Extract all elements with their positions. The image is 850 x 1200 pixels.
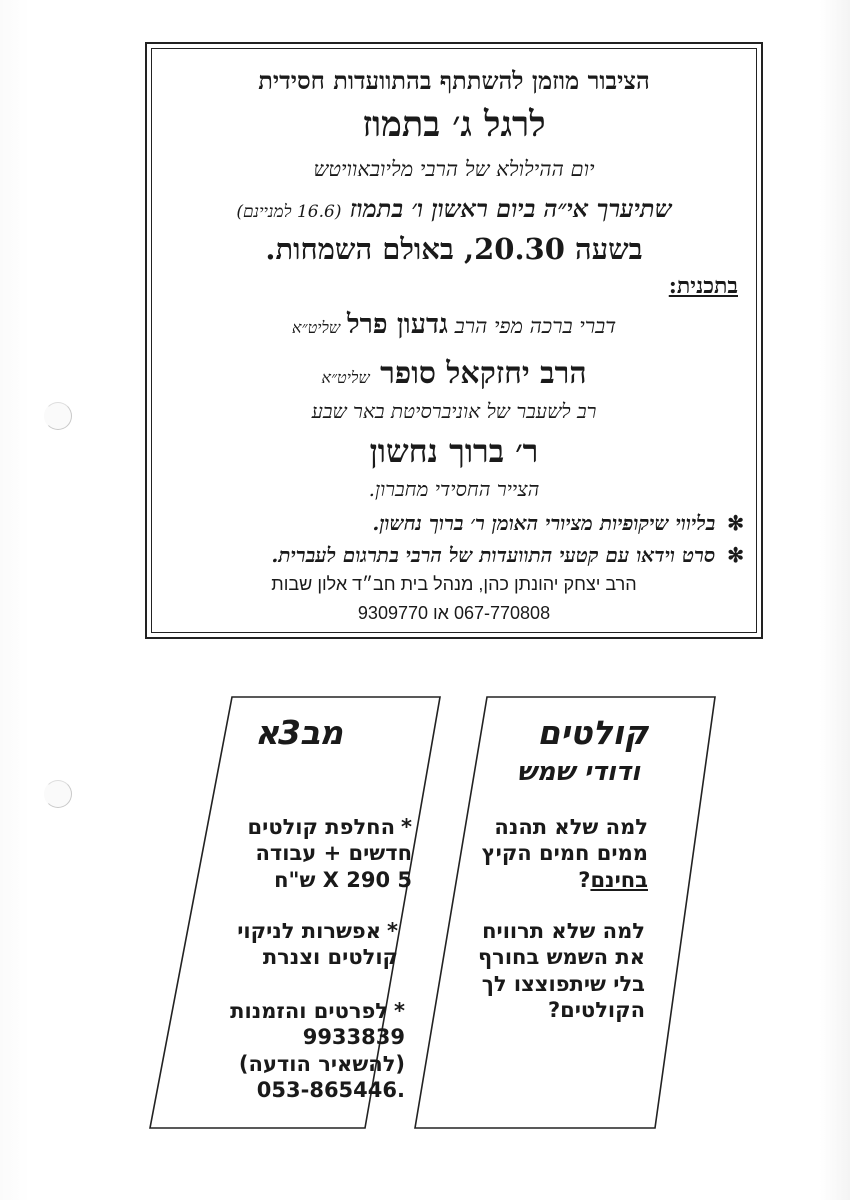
artist-description: הצייר החסידי מחברון. xyxy=(368,477,540,501)
ad-right-title: קולטים xyxy=(537,713,648,752)
ad-left-item-contact xyxy=(160,998,405,1103)
blessing-prefix: דברי ברכה מפי הרב xyxy=(454,314,617,338)
blessing-suffix: שליט״א xyxy=(291,318,341,337)
contact-line: הרב יצחק יהונתן כהן, מנהל בית חב״ד אלון שבות xyxy=(271,574,637,594)
ad-left-line: (להשאיר הודעה) xyxy=(238,1051,405,1076)
ad-left-line: 5 X 290 ש"ח xyxy=(274,867,412,892)
ad-left-line-text: החלפת קולטים xyxy=(247,815,396,839)
artist-name: ר׳ ברוך נחשון xyxy=(369,432,539,470)
bullet-text: בליווי שיקופיות מציורי האומן ר׳ ברוך נחשון. xyxy=(372,511,716,535)
ad-right-line xyxy=(450,867,648,893)
rabbi-name: הרב יחזקאל סופר xyxy=(380,356,587,391)
ad-left-phone: 9933839 xyxy=(302,1025,405,1050)
ad-right-line: למה שלא תהנה xyxy=(494,815,648,839)
ad-right-line: בלי שיתפוצצו לך xyxy=(481,971,645,996)
ad-right-question-2 xyxy=(440,918,645,1023)
asterisk-icon: ✻ xyxy=(727,543,744,567)
ad-left-line-text: אפשרות לניקוי xyxy=(237,919,382,943)
question-mark: ? xyxy=(578,867,591,892)
ad-left-line xyxy=(180,814,412,840)
invite-line: הציבור מוזמן להשתתף בהתוועדות חסידית xyxy=(258,66,650,95)
rabbi-suffix: שליט״א xyxy=(321,368,370,387)
time-line: בשעה 20.30, באולם השמחות. xyxy=(265,232,643,266)
ad-right-subtitle: ודודי שמש xyxy=(517,757,640,787)
ad-right-line: למה שלא תרוויח xyxy=(482,919,645,943)
ad-right-line: ממים חמים הקיץ xyxy=(481,841,648,866)
ad-left-line: חדשים + עבודה xyxy=(255,841,412,866)
ad-right-question-1 xyxy=(450,814,648,893)
ad-left-item-replace xyxy=(180,814,412,893)
free-emphasis: בחינם xyxy=(590,867,648,892)
blessing-name: גדעון פרל xyxy=(346,309,448,340)
ad-right-line: את השמש בחורף xyxy=(478,945,645,970)
asterisk-icon: * xyxy=(401,815,412,839)
asterisk-icon: * xyxy=(394,999,405,1023)
phones-line: 067-770808 או 9309770 xyxy=(357,603,551,623)
ad-left-phone: .053-865446 xyxy=(256,1077,405,1102)
ad-right-line: הקולטים? xyxy=(547,997,645,1022)
asterisk-icon: * xyxy=(387,919,398,943)
date-note: (16.6 למניינם) xyxy=(236,202,342,222)
ad-left-line xyxy=(190,918,398,944)
day-line: יום ההילולא של הרבי מליובאוויטש xyxy=(313,157,595,181)
occasion-heading: לרגל ג׳ בתמוז xyxy=(362,104,546,145)
ad-left-line-text: לפרטים והזמנות xyxy=(230,999,389,1023)
bullet-text: סרט וידאו עם קטעי התוועדות של הרבי בתרגום לעברית. xyxy=(271,543,716,567)
ad-left-line: קולטים וצנרת xyxy=(262,945,398,970)
ad-left-line xyxy=(160,998,405,1024)
rabbi-description: רב לשעבר של אוניברסיטת באר שבע xyxy=(311,399,597,423)
program-label: בתכנית: xyxy=(668,273,738,299)
asterisk-icon: ✻ xyxy=(727,511,744,535)
ad-left-title: מב3א xyxy=(255,713,343,752)
ad-left-item-cleaning xyxy=(190,918,398,971)
date-text: שתיערך אי״ה ביום ראשון ו׳ בתמוז xyxy=(349,194,672,223)
